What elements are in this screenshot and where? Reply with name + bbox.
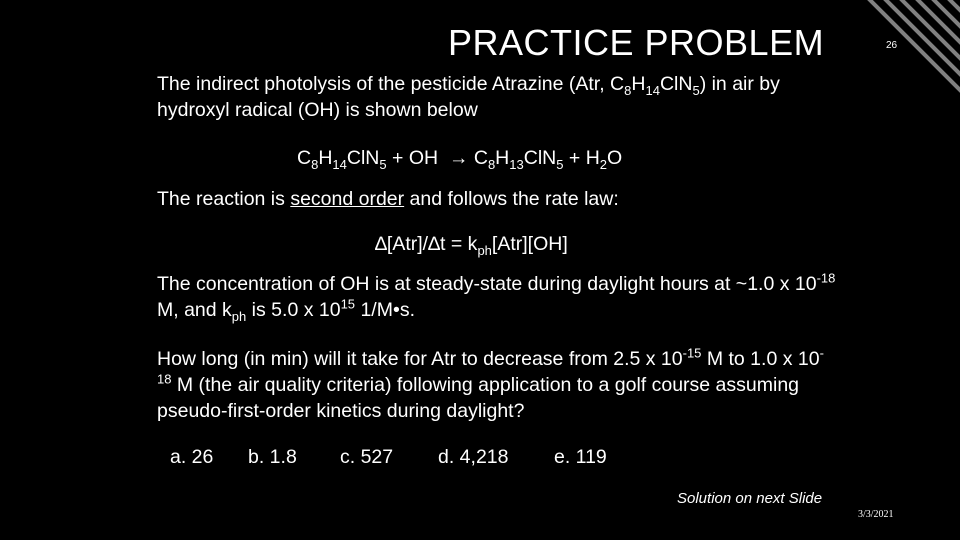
solution-note: Solution on next Slide [677,490,823,507]
second-order-text: second order [290,188,405,210]
slide-number: 26 [886,40,898,51]
reaction-equation: $C_8H_{14}ClN_5$ + OH → $C_8H_{13}ClN_5 + H_2O$ [297,147,623,172]
choice-b: b. 1.8 [248,446,297,468]
conditions-paragraph: The concentration of OH is at steady-state during daylight hours at ~1.0 x $10^{-18}$ M, and $k_{ph}$ is 5.0 x $10^{15}$ 1/M•s. [157,270,841,324]
slide-title: PRACTICE PROBLEM [448,22,825,63]
decorative-corner-stripes [850,0,960,110]
bullet-dot: • [392,299,400,321]
slide-date: 3/3/2021 [858,509,894,520]
intro-paragraph: The indirect photolysis of the pesticide Atrazine (Atr, $C_8H_{14}ClN_5$) in air by hydroxyl radical (OH) is shown below [157,73,780,121]
choice-a: a. 26 [170,446,214,468]
choice-e: e. 119 [554,446,607,468]
choice-d: d. 4,218 [438,446,509,468]
question-paragraph: How long (in min) will it take for Atr to decrease from 2.5 x $10^{-15}$ M to 1.0 x $10^{-18}$ M (the air quality criteria) following application to a golf course assuming pseudo-first-order kinetics during daylight? [157,345,824,422]
reaction-arrow-icon: → [448,147,469,169]
rate-law-equation: $\Delta[Atr]/\Delta t = k_{ph}[Atr][OH]$ [375,233,568,258]
order-statement: The reaction is second order and follows the rate law: [157,188,619,210]
choice-c: c. 527 [340,446,394,468]
